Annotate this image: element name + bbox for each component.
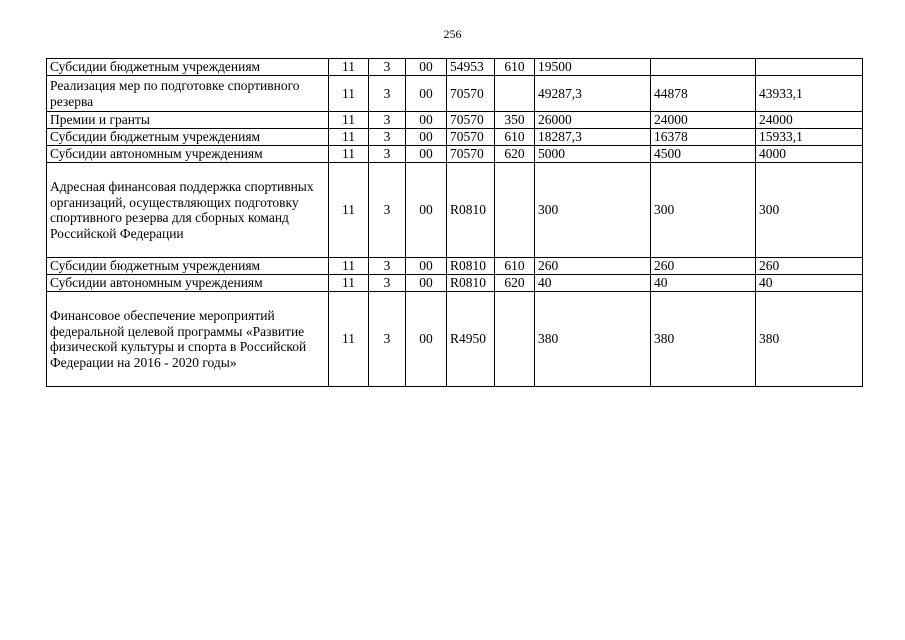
cell-amount-3: 300 — [756, 163, 863, 258]
cell-expense-type — [495, 76, 535, 112]
budget-table — [46, 58, 863, 387]
cell-name: Субсидии автономным учреждениям — [47, 146, 329, 163]
cell-subsection: 3 — [369, 112, 406, 129]
cell-amount-3: 4000 — [756, 146, 863, 163]
cell-name: Реализация мер по подготовке спортивного резерва — [47, 76, 329, 112]
cell-amount-1: 40 — [535, 275, 651, 292]
cell-program: 00 — [406, 129, 447, 146]
table-row — [47, 258, 863, 275]
cell-name: Субсидии бюджетным учреждениям — [47, 258, 329, 275]
cell-expense-type: 350 — [495, 112, 535, 129]
cell-target-article: 70570 — [447, 129, 495, 146]
cell-amount-3: 260 — [756, 258, 863, 275]
cell-amount-3: 40 — [756, 275, 863, 292]
cell-subsection: 3 — [369, 129, 406, 146]
cell-expense-type — [495, 163, 535, 258]
cell-name: Адресная финансовая поддержка спортивных организаций, осуществляющих подготовку спортивного резерва для сборных команд Российской Федерации — [47, 163, 329, 258]
cell-subsection: 3 — [369, 258, 406, 275]
cell-amount-2: 40 — [651, 275, 756, 292]
table-row — [47, 129, 863, 146]
cell-section: 11 — [329, 292, 369, 387]
cell-amount-1: 19500 — [535, 59, 651, 76]
table-row — [47, 292, 863, 387]
page-number: 256 — [443, 27, 462, 41]
cell-target-article: 70570 — [447, 76, 495, 112]
cell-target-article: 70570 — [447, 146, 495, 163]
table-row — [47, 146, 863, 163]
cell-amount-1: 380 — [535, 292, 651, 387]
cell-expense-type: 610 — [495, 129, 535, 146]
table-row — [47, 275, 863, 292]
cell-amount-1: 300 — [535, 163, 651, 258]
cell-amount-1: 49287,3 — [535, 76, 651, 112]
cell-amount-1: 26000 — [535, 112, 651, 129]
cell-amount-1: 260 — [535, 258, 651, 275]
cell-section: 11 — [329, 112, 369, 129]
table-row — [47, 112, 863, 129]
cell-expense-type: 620 — [495, 146, 535, 163]
cell-amount-2: 260 — [651, 258, 756, 275]
cell-amount-2: 300 — [651, 163, 756, 258]
cell-name: Субсидии автономным учреждениям — [47, 275, 329, 292]
cell-target-article: R0810 — [447, 275, 495, 292]
cell-amount-3: 24000 — [756, 112, 863, 129]
cell-program: 00 — [406, 59, 447, 76]
cell-target-article: R0810 — [447, 163, 495, 258]
cell-section: 11 — [329, 146, 369, 163]
cell-amount-3 — [756, 59, 863, 76]
cell-expense-type: 610 — [495, 258, 535, 275]
cell-name: Субсидии бюджетным учреждениям — [47, 129, 329, 146]
cell-subsection: 3 — [369, 163, 406, 258]
cell-amount-3: 15933,1 — [756, 129, 863, 146]
cell-program: 00 — [406, 112, 447, 129]
cell-target-article: 70570 — [447, 112, 495, 129]
cell-program: 00 — [406, 146, 447, 163]
cell-program: 00 — [406, 258, 447, 275]
cell-section: 11 — [329, 258, 369, 275]
cell-amount-2: 16378 — [651, 129, 756, 146]
cell-amount-2: 380 — [651, 292, 756, 387]
cell-target-article: 54953 — [447, 59, 495, 76]
cell-section: 11 — [329, 59, 369, 76]
cell-amount-2: 44878 — [651, 76, 756, 112]
cell-name: Финансовое обеспечение мероприятий федеральной целевой программы «Развитие физической культуры и спорта в Российской Федерации на 2016 - 2020 годы» — [47, 292, 329, 387]
cell-expense-type: 610 — [495, 59, 535, 76]
cell-subsection: 3 — [369, 76, 406, 112]
cell-section: 11 — [329, 163, 369, 258]
cell-amount-1: 5000 — [535, 146, 651, 163]
cell-section: 11 — [329, 129, 369, 146]
cell-target-article: R4950 — [447, 292, 495, 387]
cell-amount-3: 380 — [756, 292, 863, 387]
cell-target-article: R0810 — [447, 258, 495, 275]
cell-subsection: 3 — [369, 146, 406, 163]
cell-program: 00 — [406, 76, 447, 112]
cell-name: Премии и гранты — [47, 112, 329, 129]
cell-section: 11 — [329, 275, 369, 292]
table-row — [47, 163, 863, 258]
cell-amount-2: 24000 — [651, 112, 756, 129]
cell-amount-3: 43933,1 — [756, 76, 863, 112]
cell-program: 00 — [406, 275, 447, 292]
cell-program: 00 — [406, 292, 447, 387]
cell-amount-1: 18287,3 — [535, 129, 651, 146]
table-row — [47, 59, 863, 76]
cell-subsection: 3 — [369, 292, 406, 387]
cell-subsection: 3 — [369, 275, 406, 292]
cell-section: 11 — [329, 76, 369, 112]
cell-amount-2: 4500 — [651, 146, 756, 163]
cell-expense-type: 620 — [495, 275, 535, 292]
cell-amount-2 — [651, 59, 756, 76]
cell-program: 00 — [406, 163, 447, 258]
cell-expense-type — [495, 292, 535, 387]
cell-subsection: 3 — [369, 59, 406, 76]
cell-name: Субсидии бюджетным учреждениям — [47, 59, 329, 76]
table-row — [47, 76, 863, 112]
